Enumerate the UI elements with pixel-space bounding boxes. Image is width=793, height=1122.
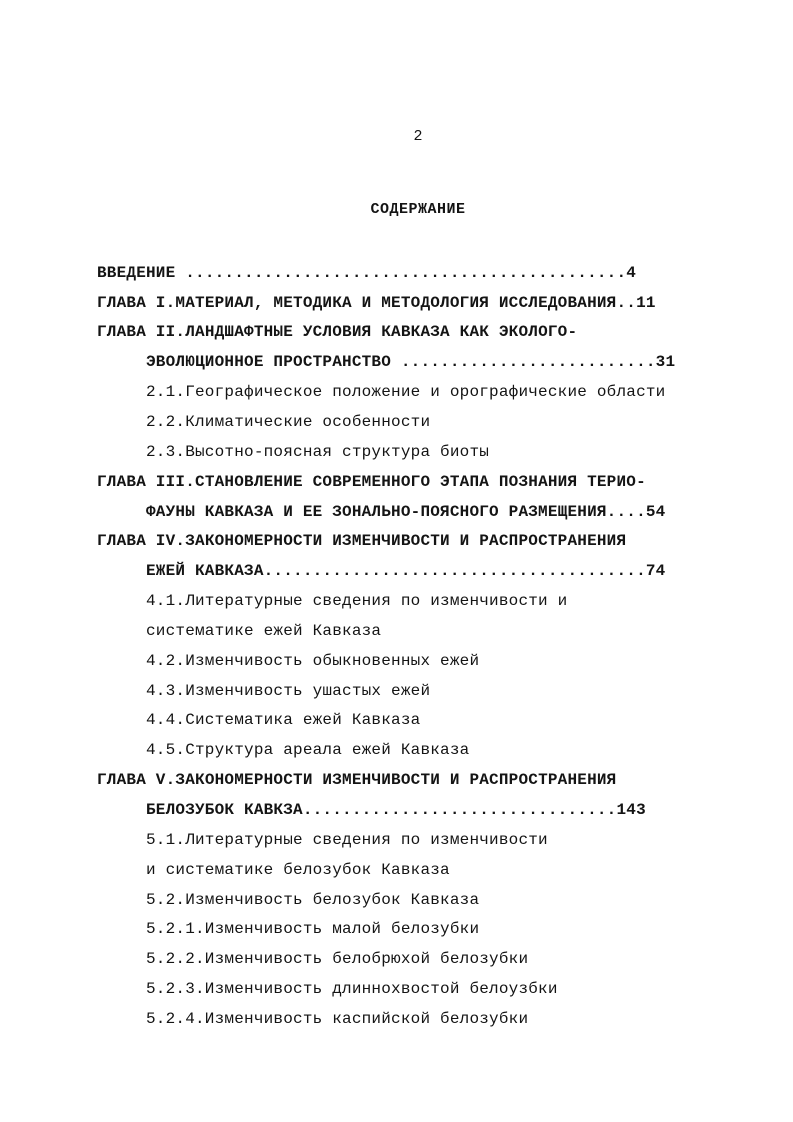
toc-entry-4-4: 4.4.Систематика ежей Кавказа — [146, 711, 421, 729]
toc-heading: СОДЕРЖАНИЕ — [370, 201, 466, 218]
toc-entry-5-1-cont: и систематике белозубок Кавказа — [146, 861, 450, 879]
toc-entry-5-2-1: 5.2.1.Изменчивость малой белозубки — [146, 920, 480, 938]
toc-entry-chapter-3-cont: ФАУНЫ КАВКАЗА И ЕЕ ЗОНАЛЬНО-ПОЯСНОГО РАЗМЕЩЕНИЯ....54 — [146, 503, 666, 521]
toc-entry-chapter-3: ГЛАВА III.СТАНОВЛЕНИЕ СОВРЕМЕННОГО ЭТАПА ПОЗНАНИЯ ТЕРИО- — [97, 473, 646, 491]
toc-entry-4-5: 4.5.Структура ареала ежей Кавказа — [146, 741, 470, 759]
toc-entry-2-1: 2.1.Географическое положение и орографические области — [146, 383, 666, 401]
page-number: 2 — [413, 128, 423, 145]
toc-entry-5-2: 5.2.Изменчивость белозубок Кавказа — [146, 891, 480, 909]
toc-entry-4-2: 4.2.Изменчивость обыкновенных ежей — [146, 652, 480, 670]
toc-entry-chapter-5: ГЛАВА V.ЗАКОНОМЕРНОСТИ ИЗМЕНЧИВОСТИ И РАСПРОСТРАНЕНИЯ — [97, 771, 617, 789]
toc-entry-chapter-4: ГЛАВА IV.ЗАКОНОМЕРНОСТИ ИЗМЕНЧИВОСТИ И РАСПРОСТРАНЕНИЯ — [97, 532, 627, 550]
toc-entry-2-3: 2.3.Высотно-поясная структура биоты — [146, 443, 490, 461]
toc-entry-chapter-2: ГЛАВА II.ЛАНДШАФТНЫЕ УСЛОВИЯ КАВКАЗА КАК ЭКОЛОГО- — [97, 323, 578, 341]
toc-entry-4-1: 4.1.Литературные сведения по изменчивости и — [146, 592, 568, 610]
toc-entry-4-1-cont: систематике ежей Кавказа — [146, 622, 382, 640]
toc-entry-introduction: ВВЕДЕНИЕ .............................................4 — [97, 264, 637, 282]
toc-entry-2-2: 2.2.Климатические особенности — [146, 413, 431, 431]
toc-entry-5-2-4: 5.2.4.Изменчивость каспийской белозубки — [146, 1010, 529, 1028]
toc-entry-5-1: 5.1.Литературные сведения по изменчивости — [146, 831, 548, 849]
toc-entry-chapter-2-cont: ЭВОЛЮЦИОННОЕ ПРОСТРАНСТВО ..........................31 — [146, 353, 676, 371]
toc-entry-chapter-1: ГЛАВА I.МАТЕРИАЛ, МЕТОДИКА И МЕТОДОЛОГИЯ ИССЛЕДОВАНИЯ..11 — [97, 294, 656, 312]
toc-entry-5-2-3: 5.2.3.Изменчивость длиннохвостой белоузбки — [146, 980, 558, 998]
toc-entry-chapter-4-cont: ЕЖЕЙ КАВКАЗА.......................................74 — [146, 562, 666, 580]
toc-entry-chapter-5-cont: БЕЛОЗУБОК КАВКЗА................................143 — [146, 801, 646, 819]
toc-entry-5-2-2: 5.2.2.Изменчивость белобрюхой белозубки — [146, 950, 529, 968]
toc-entry-4-3: 4.3.Изменчивость ушастых ежей — [146, 682, 431, 700]
